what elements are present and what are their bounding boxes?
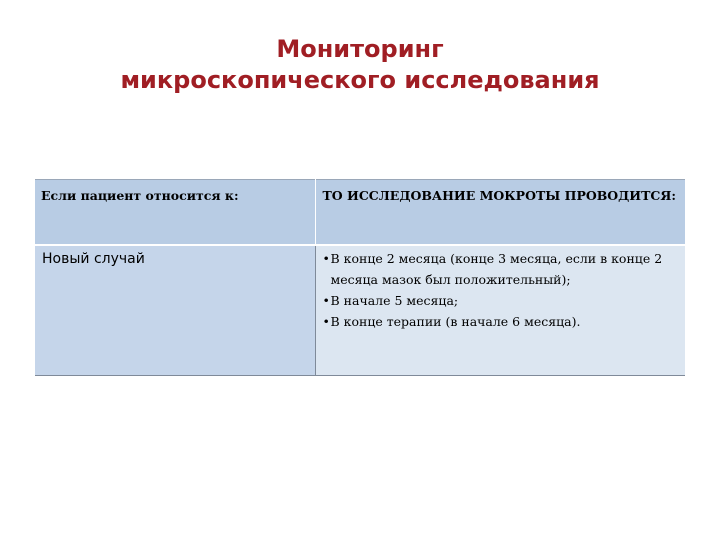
list-item [323,290,678,311]
list-item-text: В конце терапии (в начале 6 месяца). [330,314,581,329]
exam-schedule-list [323,248,678,332]
table-row [35,245,685,376]
slide-title-line-2: микроскопического исследования [120,66,600,94]
bullet-icon: • [322,293,330,308]
header-patient-category: Если пациент относится к: [35,180,315,246]
monitoring-table [35,179,685,376]
bullet-icon: • [322,251,330,266]
slide-title-line-1: Мониторинг [276,35,444,63]
header-sputum-exam: ТО ИССЛЕДОВАНИЕ МОКРОТЫ ПРОВОДИТСЯ: [315,180,685,246]
list-item [323,248,678,290]
list-item-text: В начале 5 месяца; [330,293,459,308]
table-header-row [35,180,685,246]
list-item-text: В конце 2 месяца (конце 3 месяца, если в конце 2 месяца мазок был положительный); [330,251,663,287]
cell-case-type: Новый случай [35,245,315,376]
bullet-icon: • [322,314,330,329]
cell-exam-schedule [315,245,685,376]
list-item [323,311,678,332]
slide-title [0,34,720,96]
